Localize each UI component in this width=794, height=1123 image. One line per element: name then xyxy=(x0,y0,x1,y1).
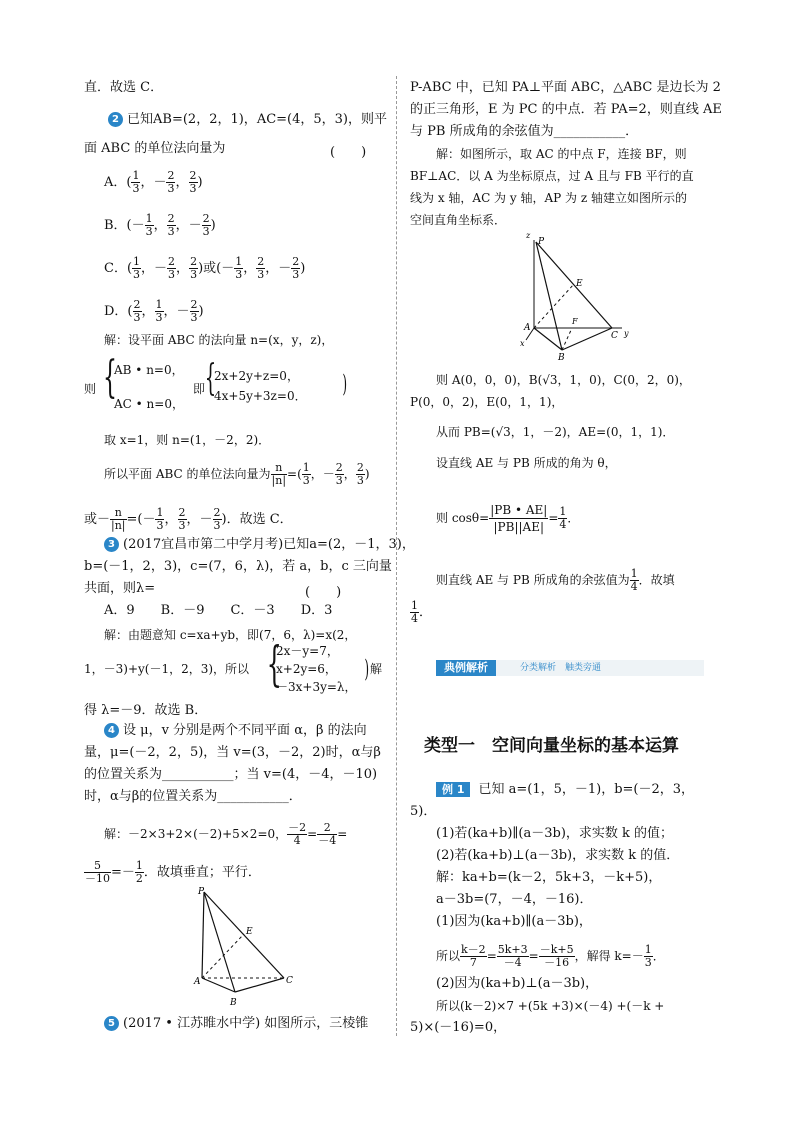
example-1: 例 1 已知 a=(1，5，－1)，b=(－2，3， xyxy=(436,782,694,798)
example-tag: 例 1 xyxy=(436,782,470,797)
option-c: C．( $\frac{1}{3}$ ，－ $\frac{2}{3}$ ， $\frac{2}{3}$ )或(－ $\frac{1}{3}$ ， $\frac{2}{3}$ ，－ $\frac{2}{3}$ ) xyxy=(104,255,306,281)
option-b: B．(－ $\frac{1}{3}$ ， $\frac{2}{3}$ ，－ $\frac{2}{3}$ ) xyxy=(104,212,216,238)
solution-line: 所以 $\frac{k-2}{7}$ = $\frac{5k+3}{-4}$ = $\frac{-k+5}{-16}$ ，解得 k=－ $\frac{1}{3}$ ． xyxy=(436,943,665,969)
solution-line: 则 cosθ= $\frac{|PB • AE|}{|PB||AE|}$ = $\frac{1}{4}$ ． xyxy=(436,503,580,534)
solution-label: 即 xyxy=(193,382,206,396)
solution-line: 解：由题意知 c=xa+yb，即(7，6，λ)=x(2， xyxy=(104,628,357,642)
solution-line: 所以平面 ABC 的单位法向量为 $\frac{n}{|n|}$ =( $\frac{1}{3}$ ，－ $\frac{2}{3}$ ， $\frac{2}{3}$ ) xyxy=(104,461,370,487)
solution-line: 从而 PB=(√3，1，－2)，AE=(0，1，1)． xyxy=(436,425,675,439)
solution-line: 解：－2×3+2×(－2)+5×2=0， $\frac{-2}{4}$ = $\frac{2}{-4}$ = xyxy=(104,821,348,847)
pyramid-figure-left xyxy=(190,884,300,1009)
svg-text:P: P xyxy=(198,887,205,897)
solution-line: 解：ka+b=(k－2，5k+3，－k+5)， xyxy=(436,870,662,885)
solution-line: 则 A(0，0，0)，B(√3，1，0)，C(0，2，0)， xyxy=(436,373,691,387)
solution-line: 得 λ=－9．故选 B． xyxy=(84,703,208,718)
option-a: A．( $\frac{1}{3}$ ，－ $\frac{2}{3}$ ， $\frac{2}{3}$ ) xyxy=(104,169,203,195)
solution-line: 解：如图所示，取 AC 的中点 F，连接 BF，则 xyxy=(436,147,687,161)
text-line: 面 ABC 的单位法向量为 xyxy=(84,141,226,156)
text-line: 的正三角形，E 为 PC 的中点．若 PA=2，则直线 AE xyxy=(410,102,722,117)
text-line: 时，α与β的位置关系为___________． xyxy=(84,789,302,804)
solution-line: BF⊥AC．以 A 为坐标原点，过 A 且与 FB 平行的直 xyxy=(410,169,694,183)
question-number-badge: 4 xyxy=(104,723,119,738)
svg-text:F: F xyxy=(572,317,578,326)
solution-line: 空间直角坐标系． xyxy=(410,213,507,227)
solution-line: 线为 x 轴，AC 为 y 轴，AP 为 z 轴建立如图所示的 xyxy=(410,191,687,205)
solution-line: 1，－3)+y(－1，2，3)，所以 xyxy=(84,662,250,676)
solution-line: a－3b=(7，－4，－16)． xyxy=(436,892,593,907)
text-line: 与 PB 所成角的余弦值为___________． xyxy=(410,124,639,139)
svg-text:A: A xyxy=(524,323,531,333)
option-d: D．( $\frac{2}{3}$ ， $\frac{1}{3}$ ，－ $\frac{2}{3}$ ) xyxy=(104,298,204,324)
svg-text:B: B xyxy=(230,998,237,1008)
solution-line: 所以(k－2)×7 +(5k +3)×(－4) +(－k + xyxy=(436,999,665,1013)
svg-text:y: y xyxy=(624,329,629,338)
options-row: A．9 B．－9 C．－3 D．3 xyxy=(104,603,333,618)
svg-text:E: E xyxy=(576,279,583,289)
equation: AC • n=0， xyxy=(114,397,184,411)
section-heading: 类型一 空间向量坐标的基本运算 xyxy=(424,736,679,756)
question-3: 3 (2017宜昌市第二中学月考)已知a=(2，－1，3)， xyxy=(104,537,415,553)
svg-text:A: A xyxy=(194,977,201,987)
banner-subtitle: 分类解析 触类旁通 xyxy=(520,663,602,673)
equation: 4x+5y+3z=0． xyxy=(214,389,307,403)
question-5: 5 (2017 • 江苏睢水中学) 如图所示，三棱锥 xyxy=(104,1016,368,1032)
section-banner xyxy=(436,660,704,676)
equation: 2x+2y+z=0， xyxy=(214,369,299,383)
solution-line: 则直线 AE 与 PB 所成角的余弦值为 $\frac{1}{4}$ ．故填 xyxy=(436,567,675,593)
solution-line: (1)因为(ka+b)∥(a－3b)， xyxy=(436,914,592,929)
solution-line: $\frac{1}{4}$ ． xyxy=(411,599,433,625)
text-line: 5)． xyxy=(410,804,437,819)
text-line: 直．故选 C． xyxy=(84,80,164,95)
banner-tag: 典例解析 xyxy=(436,660,496,676)
equation: AB • n=0， xyxy=(114,363,184,377)
svg-text:x: x xyxy=(520,339,525,348)
answer-paren: ( ) xyxy=(305,585,342,600)
svg-text:C: C xyxy=(286,976,293,986)
text-line: 共面，则λ= xyxy=(84,581,156,596)
solution-line: 或－ $\frac{n}{|n|}$ =(－ $\frac{1}{3}$ ， $\frac{2}{3}$ ，－ $\frac{2}{3}$ )．故选 C． xyxy=(84,506,293,532)
solution-line: P(0，0，2)，E(0，1，1)， xyxy=(410,395,564,409)
solution-line: 解：设平面 ABC 的法向量 n=(x，y，z)， xyxy=(104,333,334,347)
coordinate-pyramid-figure xyxy=(518,226,638,366)
question-number-badge: 3 xyxy=(104,537,119,552)
solution-label: 解 xyxy=(370,662,383,676)
text-line: b=(－1，2，3)，c=(7，6，λ)，若 a，b，c 三向量 xyxy=(84,559,392,574)
text-line: P-ABC 中，已知 PA⊥平面 ABC，△ABC 是边长为 2 xyxy=(410,80,721,95)
text-line: 量，μ=(－2，2，5)，当 v=(3，－2，2)时，α与β xyxy=(84,745,381,760)
solution-line: (2)因为(ka+b)⊥(a－3b)， xyxy=(436,976,599,991)
question-2: 2 已知AB=(2，2，1)，AC=(4，5，3)，则平 xyxy=(108,112,387,128)
svg-text:E: E xyxy=(246,927,253,937)
solution-line: $\frac{5}{-10}$ =－ $\frac{1}{2}$ ．故填垂直；平行． xyxy=(85,859,261,885)
equation: x+2y=6， xyxy=(276,662,337,676)
question-number-badge: 5 xyxy=(104,1016,119,1031)
svg-text:z: z xyxy=(526,231,531,240)
svg-text:B: B xyxy=(558,353,565,363)
text-line: (2)若(ka+b)⊥(a－3b)，求实数 k 的值． xyxy=(436,848,680,863)
equation: －3x+3y=λ， xyxy=(276,680,357,694)
question-4: 4 设 μ，v 分别是两个不同平面 α，β 的法向 xyxy=(104,723,367,739)
solution-line: 设直线 AE 与 PB 所成的角为 θ， xyxy=(436,456,617,470)
column-divider xyxy=(396,76,397,1036)
solution-line: 取 x=1，则 n=(1，－2，2)． xyxy=(104,433,271,447)
question-number-badge: 2 xyxy=(108,112,123,127)
text-line: (1)若(ka+b)∥(a－3b)，求实数 k 的值； xyxy=(436,826,674,841)
solution-line: 5)×(－16)=0， xyxy=(410,1020,507,1035)
answer-paren: ( ) xyxy=(330,145,367,160)
svg-text:C: C xyxy=(611,331,618,341)
svg-text:P: P xyxy=(538,237,545,247)
solution-label: 则 xyxy=(84,382,97,396)
text-line: 的位置关系为___________；当 v=(4，－4，－10) xyxy=(84,767,378,782)
equation: 2x－y=7， xyxy=(276,644,339,658)
